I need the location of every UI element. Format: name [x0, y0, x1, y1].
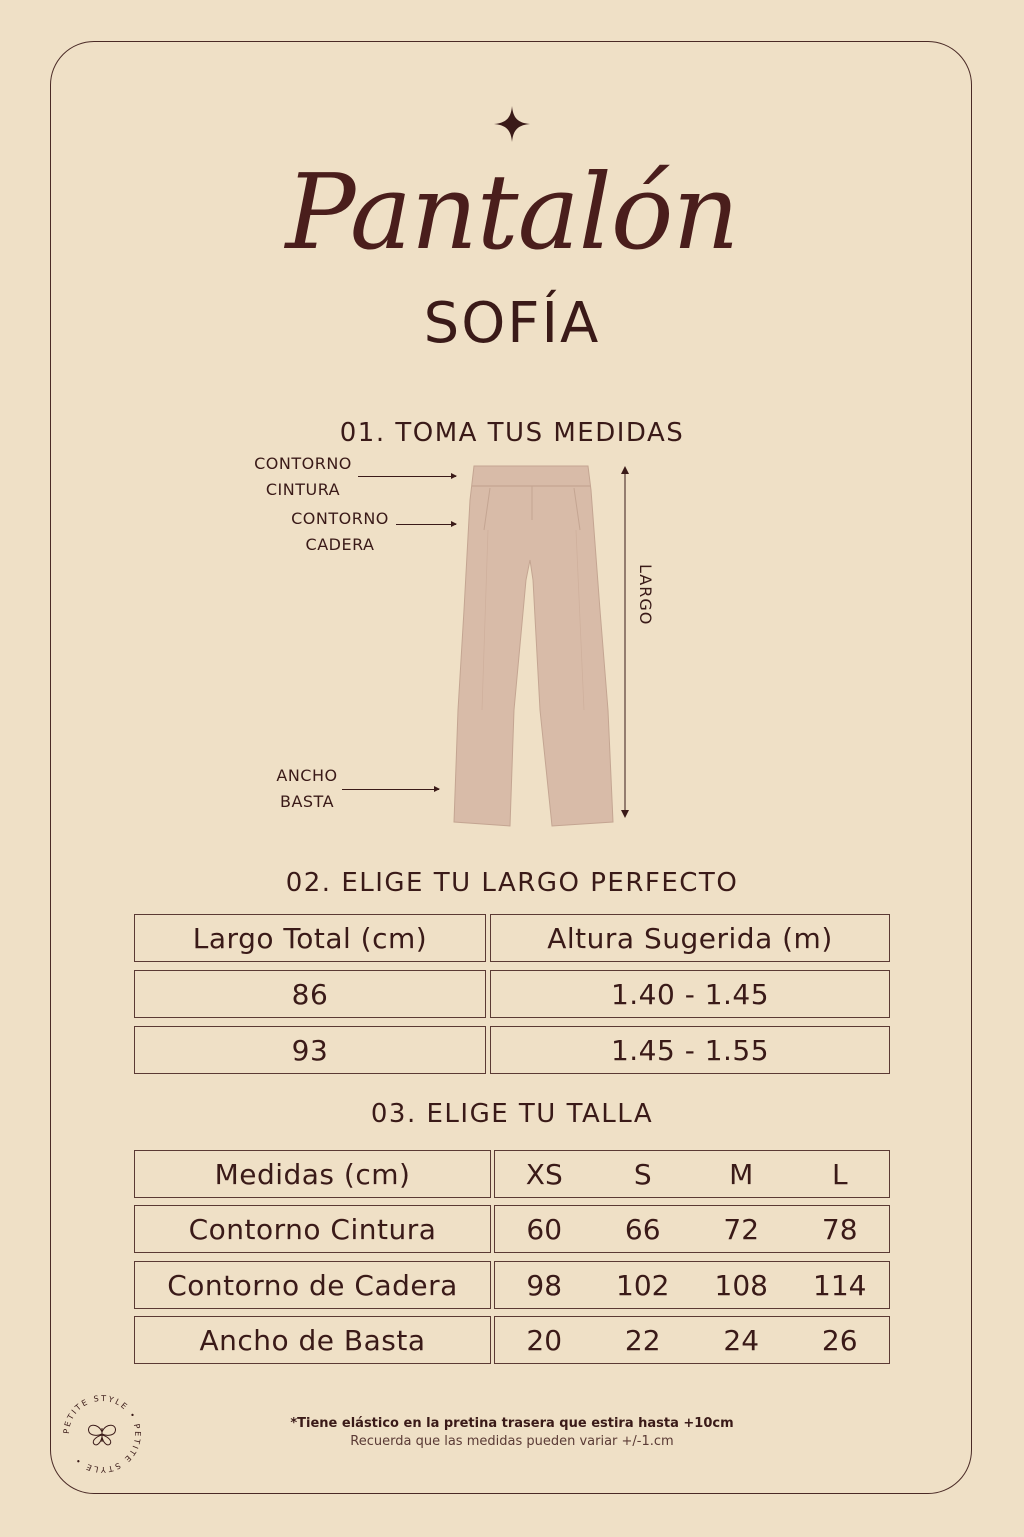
brand-logo: [58, 1390, 146, 1478]
arrow-waist: [358, 476, 456, 477]
label-length: LARGO: [636, 564, 655, 626]
size-row-values: [494, 1261, 890, 1309]
size-value: 78: [821, 1212, 858, 1246]
section-heading-measure: 01. TOMA TUS MEDIDAS: [339, 418, 685, 448]
length-table-cell: 1.40 - 1.45: [490, 970, 890, 1018]
sparkle-icon: [492, 104, 532, 144]
size-value: 22: [624, 1323, 661, 1357]
size-row-label: Contorno Cintura: [134, 1205, 491, 1253]
label-hem: ANCHO BASTA: [276, 766, 338, 811]
size-value: 108: [714, 1268, 768, 1302]
page-title: Pantalón: [285, 151, 739, 273]
footer-disclaimer: Recuerda que las medidas pueden variar +/-1.cm: [350, 1434, 674, 1449]
footer-note: *Tiene elástico en la pretina trasera que estira hasta +10cm: [290, 1416, 734, 1431]
section-heading-length: 02. ELIGE TU LARGO PERFECTO: [285, 868, 739, 898]
size-value: 26: [821, 1323, 858, 1357]
size-row-values: [494, 1205, 890, 1253]
size-header: M: [729, 1157, 754, 1191]
size-header: L: [831, 1157, 848, 1191]
product-name: SOFÍA: [423, 291, 601, 356]
size-value: 20: [526, 1323, 563, 1357]
label-waist: CONTORNO CINTURA: [254, 454, 352, 499]
size-value: 98: [526, 1268, 563, 1302]
arrow-hem: [342, 789, 439, 790]
size-row-values: [494, 1316, 890, 1364]
butterfly-icon: [89, 1425, 116, 1445]
size-value: 72: [723, 1212, 760, 1246]
arrow-hip: [396, 524, 456, 525]
size-row-label: Ancho de Basta: [134, 1316, 491, 1364]
length-table-cell: 86: [134, 970, 486, 1018]
size-header: XS: [525, 1157, 563, 1191]
length-table-header: Largo Total (cm): [134, 914, 486, 962]
size-value: 114: [813, 1268, 867, 1302]
section-heading-size: 03. ELIGE TU TALLA: [370, 1099, 654, 1129]
label-hip: CONTORNO CADERA: [291, 509, 389, 554]
pants-illustration: [448, 460, 628, 835]
size-value: 24: [723, 1323, 760, 1357]
length-table-cell: 93: [134, 1026, 486, 1074]
length-table-cell: 1.45 - 1.55: [490, 1026, 890, 1074]
size-value: 66: [624, 1212, 661, 1246]
size-row-label: Contorno de Cadera: [134, 1261, 491, 1309]
size-table-header-sizes: [494, 1150, 890, 1198]
size-header: S: [633, 1157, 652, 1191]
logo-ring-text: PETITE STYLE • PETITE STYLE •: [61, 1393, 143, 1475]
size-table-header: Medidas (cm): [134, 1150, 491, 1198]
size-value: 102: [616, 1268, 670, 1302]
length-arrow: [619, 466, 631, 818]
size-value: 60: [526, 1212, 563, 1246]
length-table-header: Altura Sugerida (m): [490, 914, 890, 962]
